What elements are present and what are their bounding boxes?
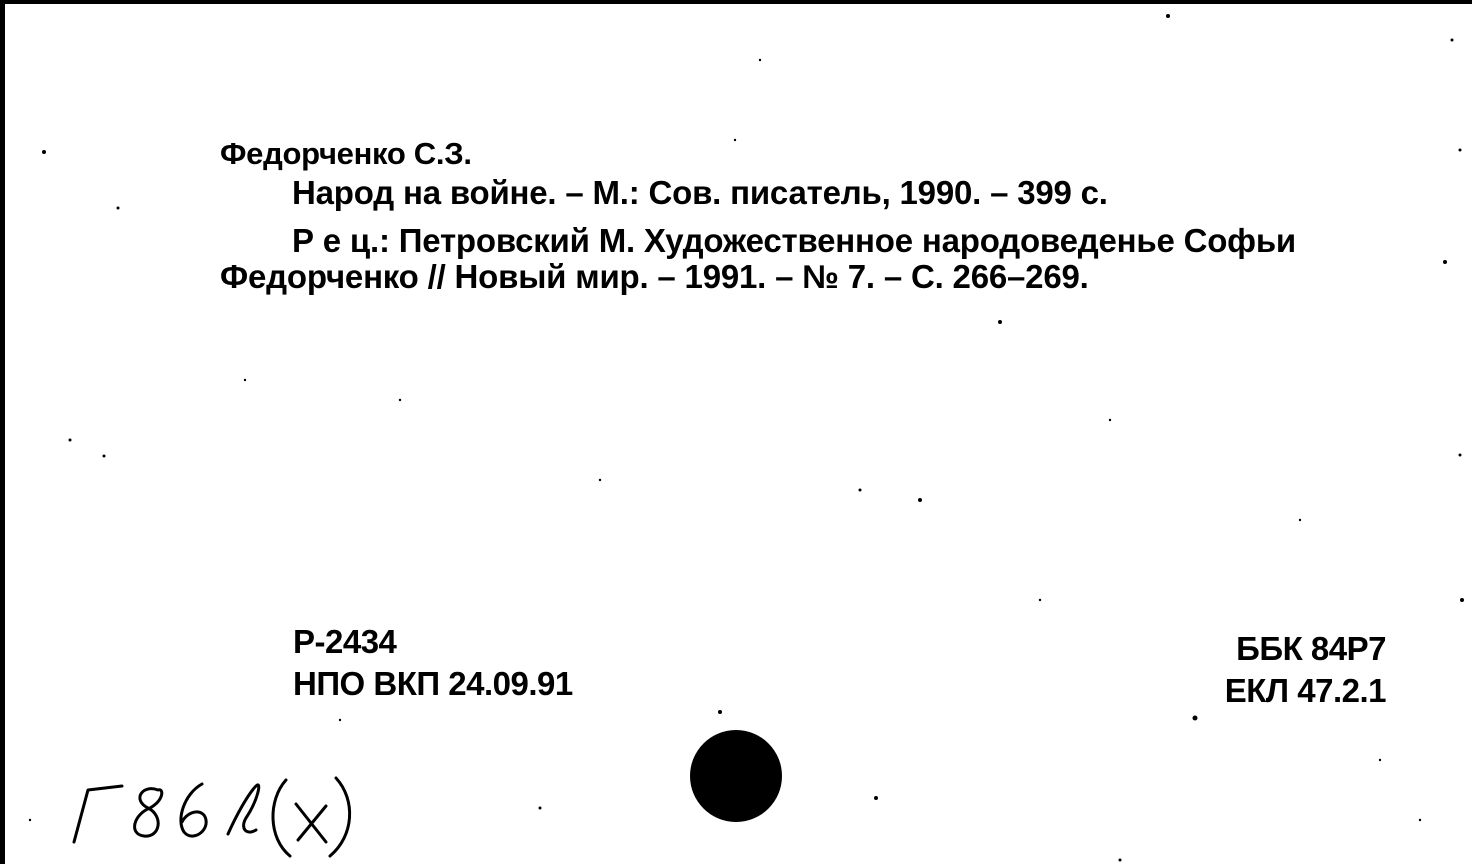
card-top-edge <box>0 0 1472 4</box>
punch-hole <box>690 730 782 822</box>
handwritten-shelf-mark <box>60 760 380 860</box>
card-author: Федорченко С.З. <box>220 136 472 171</box>
register-stamp: НПО ВКП 24.09.91 <box>293 665 573 702</box>
bbk-code: ББК 84Р7 <box>1236 630 1386 667</box>
card-title-line: Народ на войне. – М.: Сов. писатель, 1990. – 399 с. <box>292 174 1108 211</box>
card-review-line: Р е ц.: Петровский М. Художественное народоведенье Софьи <box>292 222 1297 259</box>
register-number: Р-2434 <box>293 623 397 660</box>
ekl-code: ЕКЛ 47.2.1 <box>1224 672 1386 709</box>
card-left-edge <box>0 0 5 864</box>
card-review-continuation: Федорченко // Новый мир. – 1991. – № 7. – С. 266–269. <box>220 258 1089 295</box>
